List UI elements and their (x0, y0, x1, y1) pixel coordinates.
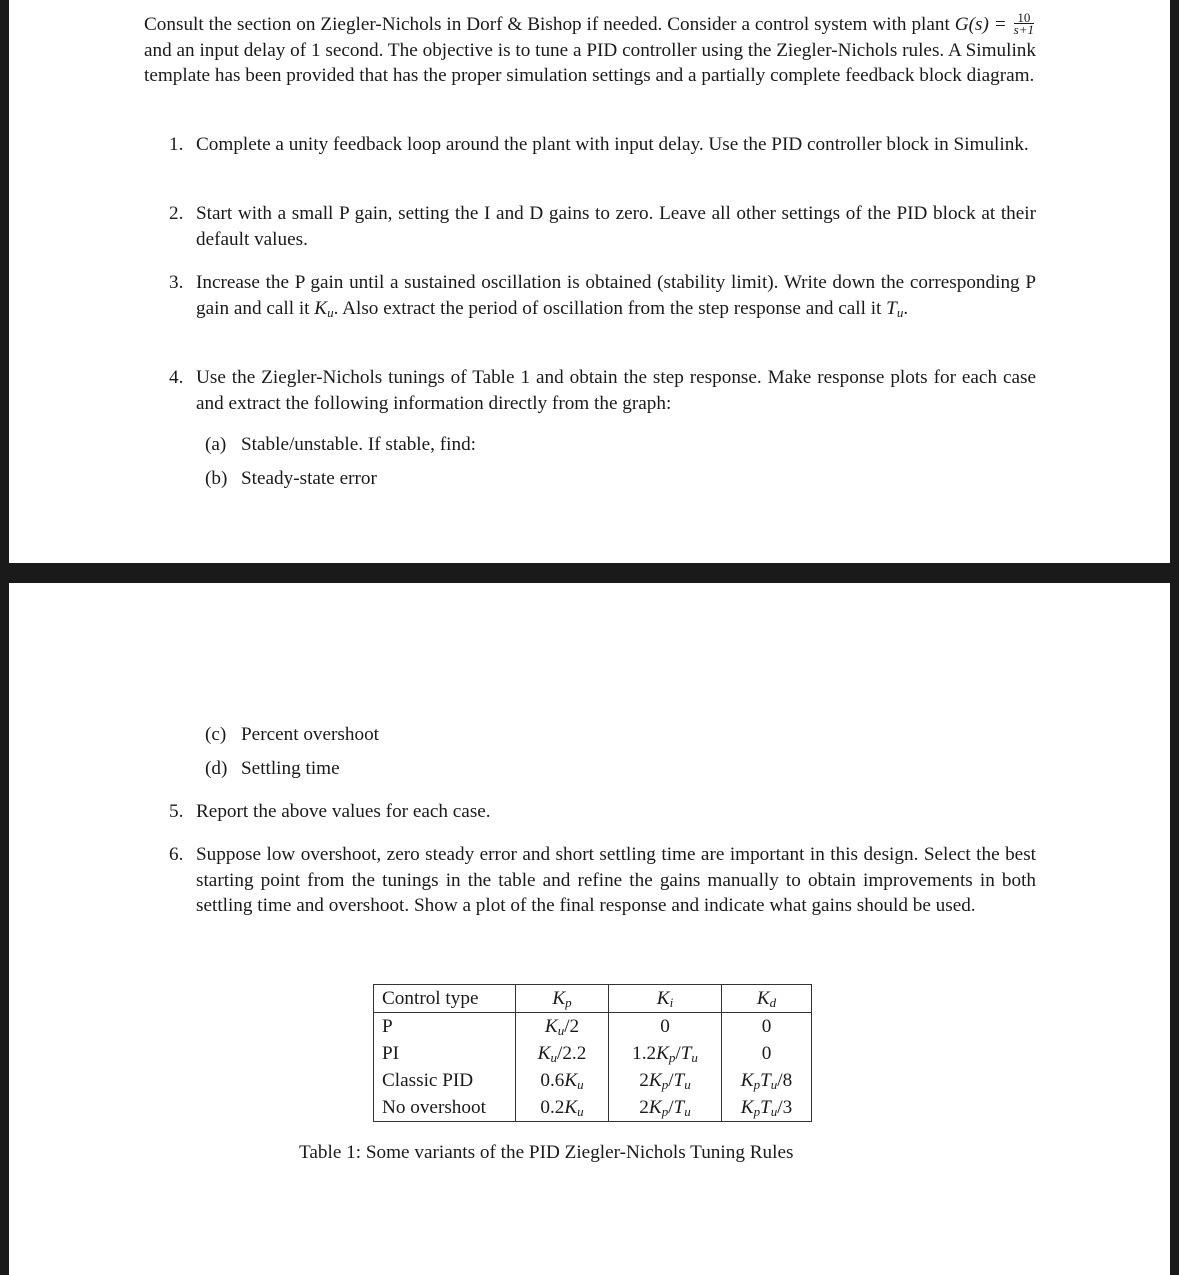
ku-symbol: $K_u$ (314, 297, 334, 320)
fraction-numerator: 10 (1014, 12, 1034, 24)
list-item-2 (169, 201, 1036, 252)
table-cell-kp: $0.6K_u$ (516, 1067, 609, 1094)
subitem-d (205, 756, 340, 782)
header-kd: $K_d$ (722, 985, 812, 1013)
subitem-c (205, 722, 379, 748)
table-row (374, 1094, 812, 1122)
table-row (374, 1013, 812, 1041)
table-cell-type: PI (374, 1040, 516, 1067)
subitem-label: (a) (205, 434, 227, 455)
subitem-text: Steady-state error (241, 468, 377, 489)
list-item-text: Start with a small P gain, setting the I and D gains to zero. Leave all other settings of the PID block at their default values. (196, 203, 1036, 250)
list-item-text: Report the above values for each case. (196, 801, 491, 822)
list-number: 3. (169, 272, 184, 293)
table-row (374, 1067, 812, 1094)
list-item-text: Increase the P gain until a sustained oscillation is obtained (stability limit). Write down the corresponding P gain and call it $K_u$. Also extract the period of oscillation from the step response and call it $T_u$. (196, 272, 1036, 320)
table-cell-kd: 0 (722, 1040, 812, 1067)
list-item-6 (169, 842, 1036, 919)
list-number: 1. (169, 134, 184, 155)
table-cell-ki: 0 (609, 1013, 722, 1041)
table-header-row (374, 985, 812, 1013)
intro-text-1: Consult the section on Ziegler-Nichols in Dorf & Bishop if needed. Consider a control system with plant (144, 14, 955, 35)
document-page-2 (9, 583, 1170, 1275)
table-cell-type: P (374, 1013, 516, 1041)
ziegler-nichols-table (373, 984, 812, 1122)
document-page-1 (9, 0, 1170, 563)
table-cell-kp: $K_u/2$ (516, 1013, 609, 1041)
list-item-text: Suppose low overshoot, zero steady error and short settling time are important in this design. Select the best starting point from the tunings in the table and refine the gains manually to obtain improvements in both settling time and overshoot. Show a plot of the final response and indicate what gains should be used. (196, 844, 1036, 917)
list-number: 5. (169, 801, 184, 822)
table-cell-ki: $1.2K_p/T_u$ (609, 1040, 722, 1067)
subitem-label: (d) (205, 758, 228, 779)
table-caption: Table 1: Some variants of the PID Ziegler-Nichols Tuning Rules (299, 1142, 794, 1163)
subitem-label: (c) (205, 724, 227, 745)
subitem-text: Percent overshoot (241, 724, 380, 745)
table-cell-kp: $K_u/2.2$ (516, 1040, 609, 1067)
header-kp: $K_p$ (516, 985, 609, 1013)
tu-symbol: $T_u$ (886, 297, 904, 320)
fraction-denominator: s+1 (1013, 22, 1034, 38)
list-number: 4. (169, 367, 184, 388)
list-item-5 (169, 799, 1036, 825)
subitem-label: (b) (205, 468, 228, 489)
header-ki: $K_i$ (609, 985, 722, 1013)
intro-paragraph (144, 12, 1036, 89)
subitem-text: Settling time (241, 758, 340, 779)
table-cell-kd: 0 (722, 1013, 812, 1041)
subitem-b (205, 466, 377, 492)
list-number: 2. (169, 203, 184, 224)
plant-fraction (1013, 10, 1034, 38)
list-item-4 (169, 365, 1036, 416)
table-cell-ki: $2K_p/T_u$ (609, 1094, 722, 1122)
table-row (374, 1040, 812, 1067)
list-item-text: Complete a unity feedback loop around the plant with input delay. Use the PID controller block in Simulink. (196, 134, 1029, 155)
table-cell-kd: $K_pT_u/8$ (722, 1067, 812, 1094)
list-item-3 (169, 270, 1036, 321)
table-cell-type: No overshoot (374, 1094, 516, 1122)
intro-text-2: and an input delay of 1 second. The objective is to tune a PID controller using the Ziegler-Nichols rules. A Simulink template has been provided that has the proper simulation settings and a partially complete feedback block diagram. (144, 39, 1036, 87)
plant-expression: G(s) = (954, 14, 1012, 35)
list-number: 6. (169, 844, 184, 865)
list-item-text: Use the Ziegler-Nichols tunings of Table 1 and obtain the step response. Make response plots for each case and extract the following information directly from the graph: (196, 367, 1036, 414)
subitem-text: Stable/unstable. If stable, find: (241, 434, 476, 455)
header-control-type: Control type (374, 985, 516, 1013)
table-cell-kp: $0.2K_u$ (516, 1094, 609, 1122)
table-cell-type: Classic PID (374, 1067, 516, 1094)
table-cell-kd: $K_pT_u/3$ (722, 1094, 812, 1122)
subitem-a (205, 432, 476, 458)
list-item-1 (169, 132, 1036, 158)
table-cell-ki: $2K_p/T_u$ (609, 1067, 722, 1094)
